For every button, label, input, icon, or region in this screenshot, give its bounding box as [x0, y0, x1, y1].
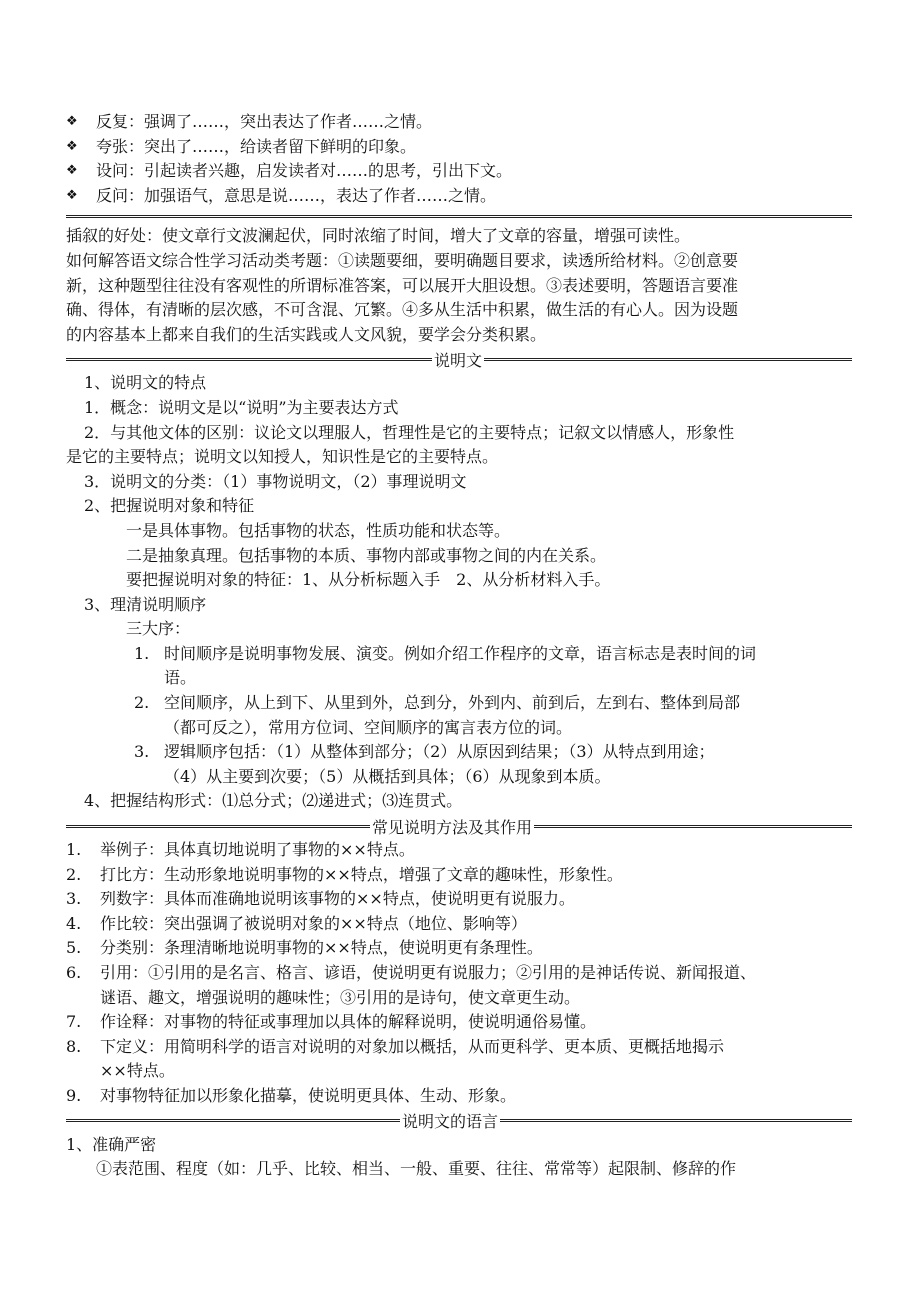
bullet-item [66, 110, 852, 135]
heading: 1、准确严密 [66, 1134, 157, 1154]
list-text: 作比较：突出强调了被说明对象的××特点（地位、影响等） [100, 913, 527, 933]
heading: 2、把握说明对象和特征 [84, 496, 255, 516]
list-item-continuation: 语。 [164, 668, 197, 688]
list-number: 3. [66, 889, 82, 909]
section-divider [66, 210, 852, 222]
list-item [66, 642, 852, 667]
list-text: 时间顺序是说明事物发展、演变。例如介绍工作程序的文章，语言标志是表时间的词 [164, 643, 757, 663]
section-divider-methods [66, 814, 852, 838]
bullet-item [66, 159, 852, 184]
list-number: 1. [66, 840, 82, 860]
list-text: 分类别：条理清晰地说明事物的××特点，使说明更有条理性。 [100, 938, 543, 958]
diamond-bullet-icon: ❖ [66, 114, 78, 129]
heading: 3、理清说明顺序 [84, 594, 207, 614]
section-title: 常见说明方法及其作用 [372, 817, 533, 837]
list-text: 列数字：具体而准确地说明该事物的××特点，使说明更有说服力。 [100, 889, 575, 909]
list-number: 7. [66, 1012, 82, 1032]
bullet-text: 夸张：突出了……，给读者留下鲜明的印象。 [96, 136, 417, 156]
list-number: 3. [134, 742, 150, 762]
list-text: 作诠释：对事物的特征或事理加以具体的解释说明，使说明通俗易懂。 [100, 1012, 597, 1032]
paragraph-line: 1．概念：说明文是以“说明”为主要表达方式 [84, 397, 399, 417]
heading: 4、把握结构形式：⑴总分式；⑵递进式；⑶连贯式。 [84, 791, 463, 811]
list-text: 引用：①引用的是名言、格言、谚语，使说明更有说服力；②引用的是神话传说、新闻报道、 [100, 963, 757, 982]
list-text: 打比方：生动形象地说明事物的××特点，增强了文章的趣味性，形象性。 [100, 864, 623, 884]
paragraph-line: 要把握说明对象的特征：1、从分析标题入手 2、从分析材料入手。 [126, 570, 611, 590]
list-number: 4. [66, 913, 82, 933]
list-number: 6. [66, 963, 82, 982]
heading: 1、说明文的特点 [84, 373, 207, 393]
list-text: 逻辑顺序包括：（1）从整体到部分；（2）从原因到结果；（3）从特点到用途； [164, 742, 715, 762]
list-number: 5. [66, 938, 82, 958]
diamond-bullet-icon: ❖ [66, 138, 78, 154]
method-item [66, 1035, 852, 1060]
method-item [66, 838, 852, 863]
list-item-continuation: 谜语、趣文，增强说明的趣味性；③引用的是诗句，使文章更生动。 [100, 987, 581, 1007]
method-item [66, 912, 852, 937]
document-page [66, 110, 852, 1182]
diamond-bullet-icon: ❖ [66, 163, 78, 179]
bullet-item [66, 184, 852, 209]
list-item-continuation: ××特点。 [100, 1061, 175, 1081]
list-number: 9. [66, 1085, 82, 1105]
paragraph-line: 新，这种题型往往没有客观性的所谓标准答案，可以展开大胆设想。③表述要明，答题语言要准 [66, 275, 739, 295]
section-title: 说明文 [434, 350, 483, 370]
section-divider-expository [66, 347, 852, 371]
list-number: 2. [134, 693, 150, 713]
bullet-text: 反问：加强语气，意思是说……，表达了作者……之情。 [96, 185, 497, 205]
paragraph-line: 如何解答语文综合性学习活动类考题：①读题要细，要明确题目要求，读透所给材料。②创意要 [66, 250, 739, 270]
paragraph-line: 是它的主要特点；说明文以知授人，知识性是它的主要特点。 [66, 447, 499, 467]
method-item [66, 887, 852, 912]
paragraph-line: 插叙的好处：使文章行文波澜起伏，同时浓缩了时间，增大了文章的容量，增强可读性。 [66, 226, 691, 246]
list-item-continuation: （4）从主要到次要；（5）从概括到具体；（6）从现象到本质。 [164, 766, 611, 786]
section-title: 说明文的语言 [402, 1112, 499, 1132]
paragraph-line: 一是具体事物。包括事物的状态，性质功能和状态等。 [126, 520, 511, 540]
paragraph-line: ①表范围、程度（如：几乎、比较、相当、一般、重要、往往、常常等）起限制、修辞的作 [96, 1159, 737, 1179]
paragraph-line: 二是抽象真理。包括事物的本质、事物内部或事物之间的内在关系。 [126, 545, 607, 565]
list-item [66, 691, 852, 716]
diamond-bullet-icon: ❖ [66, 187, 78, 203]
list-text: 空间顺序，从上到下、从里到外，总到分，外到内、前到后，左到右、整体到局部 [164, 693, 741, 713]
list-number: 2. [66, 864, 82, 884]
list-text: 对事物特征加以形象化描摹，使说明更具体、生动、形象。 [100, 1085, 517, 1105]
list-number: 8. [66, 1036, 82, 1056]
method-item [66, 961, 852, 986]
bullet-text: 反复：强调了……，突出表达了作者……之情。 [96, 112, 433, 131]
paragraph-line: 的内容基本上都来自我们的生活实践或人文风貌，要学会分类积累。 [66, 324, 547, 344]
bullet-text: 设问：引起读者兴趣，启发读者对……的思考，引出下文。 [96, 161, 513, 181]
list-item [66, 740, 852, 765]
method-item [66, 1084, 852, 1109]
paragraph-line: 3．说明文的分类：（1）事物说明文，（2）事理说明文 [84, 471, 467, 491]
section-divider-language [66, 1109, 852, 1133]
method-item [66, 863, 852, 888]
paragraph-line: 2．与其他文体的区别：议论文以理服人，哲理性是它的主要特点；记叙文以情感人，形象性 [84, 422, 735, 442]
list-text: 举例子：具体真切地说明了事物的××特点。 [100, 840, 415, 860]
paragraph-line: 三大序： [126, 619, 191, 639]
method-item [66, 936, 852, 961]
bullet-item [66, 135, 852, 160]
method-item [66, 1010, 852, 1035]
list-number: 1. [134, 643, 150, 663]
paragraph-line: 确、得体，有清晰的层次感，不可含混、冗繁。④多从生活中积累，做生活的有心人。因为设题 [66, 300, 739, 320]
list-item-continuation: （都可反之），常用方位词、空间顺序的寓言表方位的词。 [164, 717, 573, 737]
list-text: 下定义：用简明科学的语言对说明的对象加以概括，从而更科学、更本质、更概括地揭示 [100, 1036, 725, 1056]
